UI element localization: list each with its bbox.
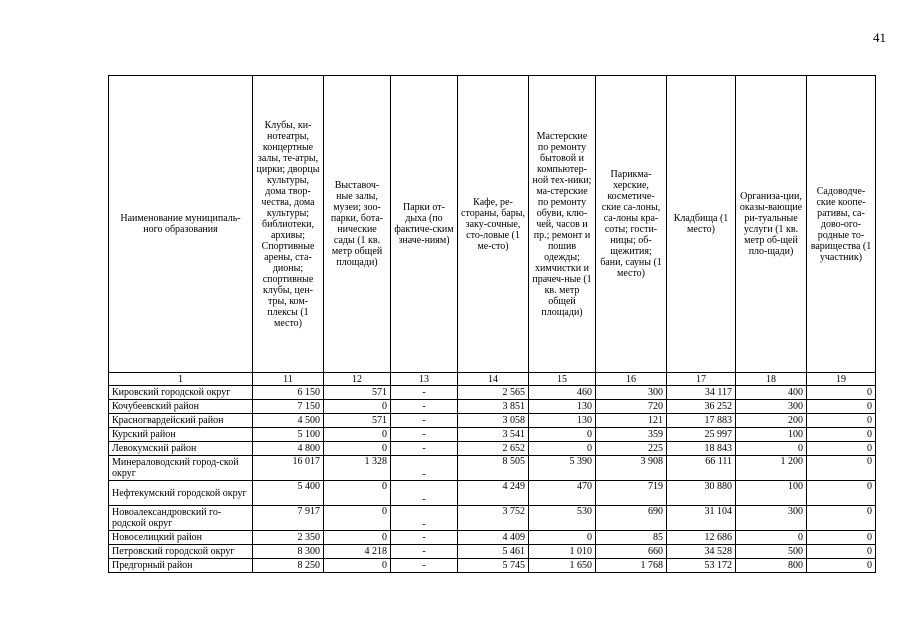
- cell-16: 719: [596, 481, 667, 506]
- cell-12: 0: [324, 442, 391, 456]
- cell-16: 359: [596, 428, 667, 442]
- cell-12: 4 218: [324, 545, 391, 559]
- row-name: Нефтекумский городской округ: [109, 481, 253, 506]
- cell-16: 85: [596, 531, 667, 545]
- cell-15: 130: [529, 400, 596, 414]
- cell-19: 0: [807, 481, 876, 506]
- cell-18: 300: [736, 506, 807, 531]
- cell-17: 34 117: [667, 386, 736, 400]
- table-row: [109, 456, 876, 481]
- cell-14: 3 058: [458, 414, 529, 428]
- cell-11: 2 350: [253, 531, 324, 545]
- header-col-12: Выставоч-ные залы, музеи; зоо-парки, бота-нические сады (1 кв. метр общей площади): [324, 76, 391, 373]
- cell-16: 660: [596, 545, 667, 559]
- cell-14: 3 541: [458, 428, 529, 442]
- cell-12: 0: [324, 481, 391, 506]
- cell-13: -: [391, 545, 458, 559]
- cell-13: -: [391, 386, 458, 400]
- cell-12: 0: [324, 400, 391, 414]
- cell-16: 690: [596, 506, 667, 531]
- col-number: 1: [109, 373, 253, 386]
- cell-15: 0: [529, 428, 596, 442]
- col-number: 19: [807, 373, 876, 386]
- cell-15: 460: [529, 386, 596, 400]
- cell-17: 36 252: [667, 400, 736, 414]
- header-col-11: Клубы, ки-нотеатры, концертные залы, те-атры, цирки; дворцы культуры, дома твор-чества, дома культуры; библиотеки, архивы; Спортивные арены, ста-дионы; спортивные клубы, цен-тры, ком-плексы (1 место): [253, 76, 324, 373]
- cell-13: -: [391, 531, 458, 545]
- table-row: [109, 386, 876, 400]
- row-name: Левокумский район: [109, 442, 253, 456]
- header-col-18: Организа-ции, оказы-вающие ри-туальные услуги (1 кв. метр об-щей пло-щади): [736, 76, 807, 373]
- cell-12: 0: [324, 428, 391, 442]
- cell-12: 571: [324, 386, 391, 400]
- cell-19: 0: [807, 400, 876, 414]
- cell-13: -: [391, 506, 458, 531]
- col-number: 16: [596, 373, 667, 386]
- cell-13: -: [391, 428, 458, 442]
- cell-14: 5 745: [458, 559, 529, 573]
- cell-19: 0: [807, 545, 876, 559]
- cell-13: -: [391, 481, 458, 506]
- col-number: 14: [458, 373, 529, 386]
- cell-12: 0: [324, 531, 391, 545]
- cell-15: 530: [529, 506, 596, 531]
- cell-18: 400: [736, 386, 807, 400]
- row-name: Кочубеевский район: [109, 400, 253, 414]
- cell-14: 8 505: [458, 456, 529, 481]
- cell-16: 720: [596, 400, 667, 414]
- cell-17: 53 172: [667, 559, 736, 573]
- cell-14: 4 409: [458, 531, 529, 545]
- cell-11: 5 100: [253, 428, 324, 442]
- row-name: Красногвардейский район: [109, 414, 253, 428]
- header-col-14: Кафе, ре-стораны, бары, заку-сочные, сто-ловые (1 ме-сто): [458, 76, 529, 373]
- row-name: Новоселицкий район: [109, 531, 253, 545]
- cell-15: 5 390: [529, 456, 596, 481]
- cell-15: 1 010: [529, 545, 596, 559]
- cell-11: 4 800: [253, 442, 324, 456]
- table-row: [109, 545, 876, 559]
- cell-19: 0: [807, 456, 876, 481]
- row-name: Кировский городской округ: [109, 386, 253, 400]
- header-col-17: Кладбища (1 место): [667, 76, 736, 373]
- cell-12: 0: [324, 506, 391, 531]
- table-row: [109, 531, 876, 545]
- col-number: 18: [736, 373, 807, 386]
- cell-14: 3 752: [458, 506, 529, 531]
- cell-11: 5 400: [253, 481, 324, 506]
- cell-19: 0: [807, 414, 876, 428]
- cell-19: 0: [807, 559, 876, 573]
- cell-12: 1 328: [324, 456, 391, 481]
- row-name: Новоалександровский го-родской округ: [109, 506, 253, 531]
- table-row: [109, 559, 876, 573]
- col-number: 11: [253, 373, 324, 386]
- cell-18: 800: [736, 559, 807, 573]
- cell-16: 121: [596, 414, 667, 428]
- table-row: [109, 481, 876, 506]
- cell-19: 0: [807, 428, 876, 442]
- col-number: 12: [324, 373, 391, 386]
- cell-14: 4 249: [458, 481, 529, 506]
- cell-17: 34 528: [667, 545, 736, 559]
- cell-18: 200: [736, 414, 807, 428]
- header-row: [109, 76, 876, 373]
- cell-17: 25 997: [667, 428, 736, 442]
- cell-13: -: [391, 559, 458, 573]
- cell-11: 16 017: [253, 456, 324, 481]
- cell-13: -: [391, 400, 458, 414]
- cell-13: -: [391, 442, 458, 456]
- col-number: 17: [667, 373, 736, 386]
- cell-17: 66 111: [667, 456, 736, 481]
- cell-14: 2 652: [458, 442, 529, 456]
- row-name: Петровский городской округ: [109, 545, 253, 559]
- table-row: [109, 414, 876, 428]
- cell-17: 17 883: [667, 414, 736, 428]
- cell-19: 0: [807, 531, 876, 545]
- cell-18: 100: [736, 428, 807, 442]
- cell-15: 0: [529, 442, 596, 456]
- cell-18: 100: [736, 481, 807, 506]
- cell-19: 0: [807, 386, 876, 400]
- page-number: 41: [873, 30, 886, 45]
- cell-15: 1 650: [529, 559, 596, 573]
- cell-15: 470: [529, 481, 596, 506]
- table-row: [109, 506, 876, 531]
- cell-14: 5 461: [458, 545, 529, 559]
- cell-11: 6 150: [253, 386, 324, 400]
- cell-11: 4 500: [253, 414, 324, 428]
- cell-16: 3 908: [596, 456, 667, 481]
- row-name: Предгорный район: [109, 559, 253, 573]
- cell-18: 0: [736, 442, 807, 456]
- cell-12: 571: [324, 414, 391, 428]
- cell-15: 0: [529, 531, 596, 545]
- cell-13: -: [391, 456, 458, 481]
- cell-16: 1 768: [596, 559, 667, 573]
- cell-11: 7 917: [253, 506, 324, 531]
- col-number: 15: [529, 373, 596, 386]
- row-name: Курский район: [109, 428, 253, 442]
- header-col-15: Мастерские по ремонту бытовой и компьютер-ной тех-ники; ма-стерские по ремонту обуви, клю-чей, часов и пр.; ремонт и пошив одежды; химчистки и прачеч-ные (1 кв. метр общей площади): [529, 76, 596, 373]
- cell-18: 500: [736, 545, 807, 559]
- header-name: Наименование муниципаль-ного образования: [109, 76, 253, 373]
- col-number: 13: [391, 373, 458, 386]
- header-col-13: Парки от-дыха (по фактиче-ским значе-ниям): [391, 76, 458, 373]
- cell-14: 2 565: [458, 386, 529, 400]
- row-name: Минераловодский город-ской округ: [109, 456, 253, 481]
- cell-18: 300: [736, 400, 807, 414]
- table-row: [109, 442, 876, 456]
- cell-11: 8 300: [253, 545, 324, 559]
- statistics-table: [108, 75, 876, 573]
- cell-17: 12 686: [667, 531, 736, 545]
- column-number-row: [109, 373, 876, 386]
- header-col-19: Садоводче-ские коопе-ративы, са-дово-ого-родные то-варищества (1 участник): [807, 76, 876, 373]
- cell-18: 0: [736, 531, 807, 545]
- cell-17: 30 880: [667, 481, 736, 506]
- table-row: [109, 400, 876, 414]
- cell-15: 130: [529, 414, 596, 428]
- cell-17: 31 104: [667, 506, 736, 531]
- cell-11: 8 250: [253, 559, 324, 573]
- cell-17: 18 843: [667, 442, 736, 456]
- cell-13: -: [391, 414, 458, 428]
- cell-19: 0: [807, 442, 876, 456]
- cell-12: 0: [324, 559, 391, 573]
- cell-14: 3 851: [458, 400, 529, 414]
- header-col-16: Парикма-херские, косметиче-ские са-лоны, са-лоны кра-соты; гости-ницы; об-щежития; бани, сауны (1 место): [596, 76, 667, 373]
- table-row: [109, 428, 876, 442]
- cell-16: 300: [596, 386, 667, 400]
- cell-16: 225: [596, 442, 667, 456]
- cell-19: 0: [807, 506, 876, 531]
- cell-18: 1 200: [736, 456, 807, 481]
- cell-11: 7 150: [253, 400, 324, 414]
